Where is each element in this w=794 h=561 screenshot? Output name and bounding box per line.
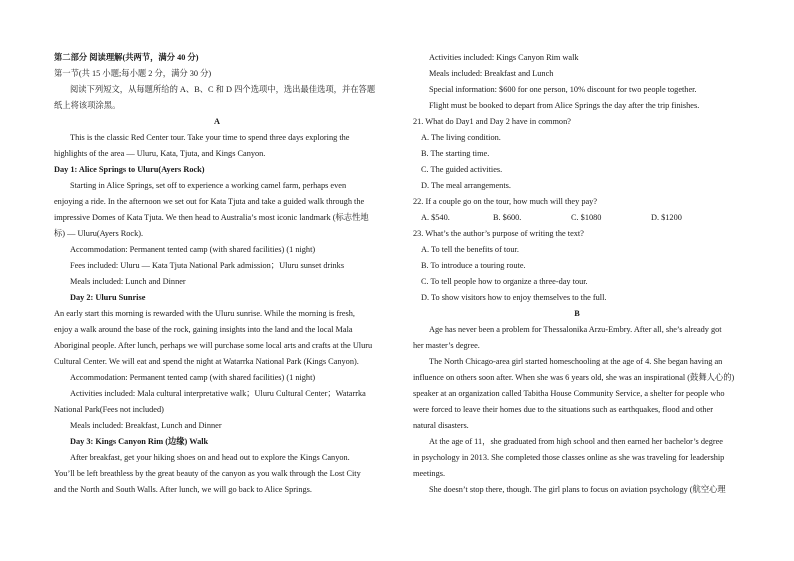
passage-letter-b: B <box>574 309 580 318</box>
subsection-header: 第一节(共 15 小题;每小题 2 分，满分 30 分) <box>54 69 212 78</box>
passage-text: 标) — Uluru(Ayers Rock). <box>54 229 144 238</box>
day1-fees: Fees included: Uluru — Kata Tjuta National Park admission；Uluru sunset drinks <box>70 261 345 270</box>
passage-text: Aboriginal people. After lunch, perhaps we will purchase some local arts and crafts at the Uluru <box>54 341 373 350</box>
question-22-options <box>413 210 741 226</box>
question-21: 21. What do Day1 and Day 2 have in common? <box>413 117 571 126</box>
passage-text: Starting in Alice Springs, set off to experience a working camel farm, perhaps even <box>70 181 347 190</box>
answer-option: A. The living condition. <box>421 133 501 142</box>
passage-text: were forced to leave their homes due to the situations such as earthquakes, flood and other <box>413 405 713 414</box>
passage-text: her master’s degree. <box>413 341 480 350</box>
passage-text: highlights of the area — Uluru, Kata, Tjuta, and Kings Canyon. <box>54 149 266 158</box>
day3-activities: Activities included: Kings Canyon Rim walk <box>429 53 579 62</box>
instruction-line: 纸上将该项涂黑。 <box>54 101 121 110</box>
right-column <box>413 50 741 498</box>
day1-accommodation: Accommodation: Permanent tented camp (with shared facilities) (1 night) <box>70 245 316 254</box>
answer-option: B. To introduce a touring route. <box>421 261 526 270</box>
passage-text: enjoying a ride. In the afternoon we set out for Kata Tjuta and take a guided walk through the <box>54 197 365 206</box>
passage-text: An early start this morning is rewarded with the Uluru sunrise. While the morning is fresh, <box>54 309 356 318</box>
answer-option: C. The guided activities. <box>421 165 503 174</box>
section-header: 第二部分 阅读理解(共两节，满分 40 分) <box>54 53 199 62</box>
answer-option: B. $600. <box>493 213 522 222</box>
instruction-line: 阅读下列短文，从每题所给的 A、B、C 和 D 四个选项中，选出最佳选项，并在答题 <box>70 85 376 94</box>
passage-text: Cultural Center. We will eat and spend the night at Watarrka National Park (Kings Canyon). <box>54 357 359 366</box>
passage-text: Age has never been a problem for Thessalonika Arzu-Embry. After all, she’s already got <box>429 325 722 334</box>
answer-option: D. The meal arrangements. <box>421 181 511 190</box>
passage-text: After breakfast, get your hiking shoes on and head out to explore the Kings Canyon. <box>70 453 350 462</box>
passage-text: in psychology in 2013. She completed those classes online as she was traveling for leadership <box>413 453 725 462</box>
passage-text: and the North and South Walls. After lunch, we will go back to Alice Springs. <box>54 485 312 494</box>
passage-text: You’ll be left breathless by the great beauty of the canyon as you walk through the Lost City <box>54 469 361 478</box>
flight-note: Flight must be booked to depart from Alice Springs the day after the trip finishes. <box>429 101 700 110</box>
passage-text: This is the classic Red Center tour. Take your time to spend three days exploring the <box>70 133 350 142</box>
passage-text: At the age of 11，she graduated from high school and then earned her bachelor’s degree <box>429 437 723 446</box>
day1-heading: Day 1: Alice Springs to Uluru(Ayers Rock) <box>54 165 205 174</box>
passage-letter-a: A <box>214 117 220 126</box>
answer-option: C. To tell people how to organize a three-day tour. <box>421 277 588 286</box>
day2-activities: Activities included: Mala cultural interpretative walk；Uluru Cultural Center；Watarrka <box>70 389 366 398</box>
passage-text: natural disasters. <box>413 421 469 430</box>
question-23: 23. What’s the author’s purpose of writing the text? <box>413 229 584 238</box>
answer-option: B. The starting time. <box>421 149 490 158</box>
answer-option: D. To show visitors how to enjoy themselves to the full. <box>421 293 607 302</box>
day2-meals: Meals included: Breakfast, Lunch and Dinner <box>70 421 222 430</box>
day2-heading: Day 2: Uluru Sunrise <box>70 293 146 302</box>
special-information: Special information: $600 for one person, 10% discount for two people together. <box>429 85 697 94</box>
question-22: 22. If a couple go on the tour, how much will they pay? <box>413 197 597 206</box>
passage-text: She doesn’t stop there, though. The girl plans to focus on aviation psychology (航空心理 <box>429 485 726 494</box>
day2-activities: National Park(Fees not included) <box>54 405 164 414</box>
answer-option: D. $1200 <box>651 213 682 222</box>
left-column <box>54 50 380 498</box>
passage-text: enjoy a walk around the base of the rock, gaining insights into the land and the local Mala <box>54 325 353 334</box>
answer-option: A. To tell the benefits of tour. <box>421 245 519 254</box>
passage-text: meetings. <box>413 469 446 478</box>
day3-heading: Day 3: Kings Canyon Rim (边缘) Walk <box>70 437 209 446</box>
answer-option: C. $1080 <box>571 213 602 222</box>
day2-accommodation: Accommodation: Permanent tented camp (with shared facilities) (1 night) <box>70 373 316 382</box>
passage-text: impressive Domes of Kata Tjuta. We then head to Australia’s most iconic landmark (标志性地 <box>54 213 369 222</box>
answer-option: A. $540. <box>421 213 450 222</box>
day1-meals: Meals included: Lunch and Dinner <box>70 277 186 286</box>
passage-text: The North Chicago-area girl started homeschooling at the age of 4. She began having an <box>429 357 723 366</box>
passage-text: influence on others soon after. When she was 6 years old, she was an inspirational (鼓舞人心的) <box>413 373 735 382</box>
passage-text: speaker at an organization called Tabitha House Community Service, a shelter for people who <box>413 389 725 398</box>
day3-meals: Meals included: Breakfast and Lunch <box>429 69 554 78</box>
